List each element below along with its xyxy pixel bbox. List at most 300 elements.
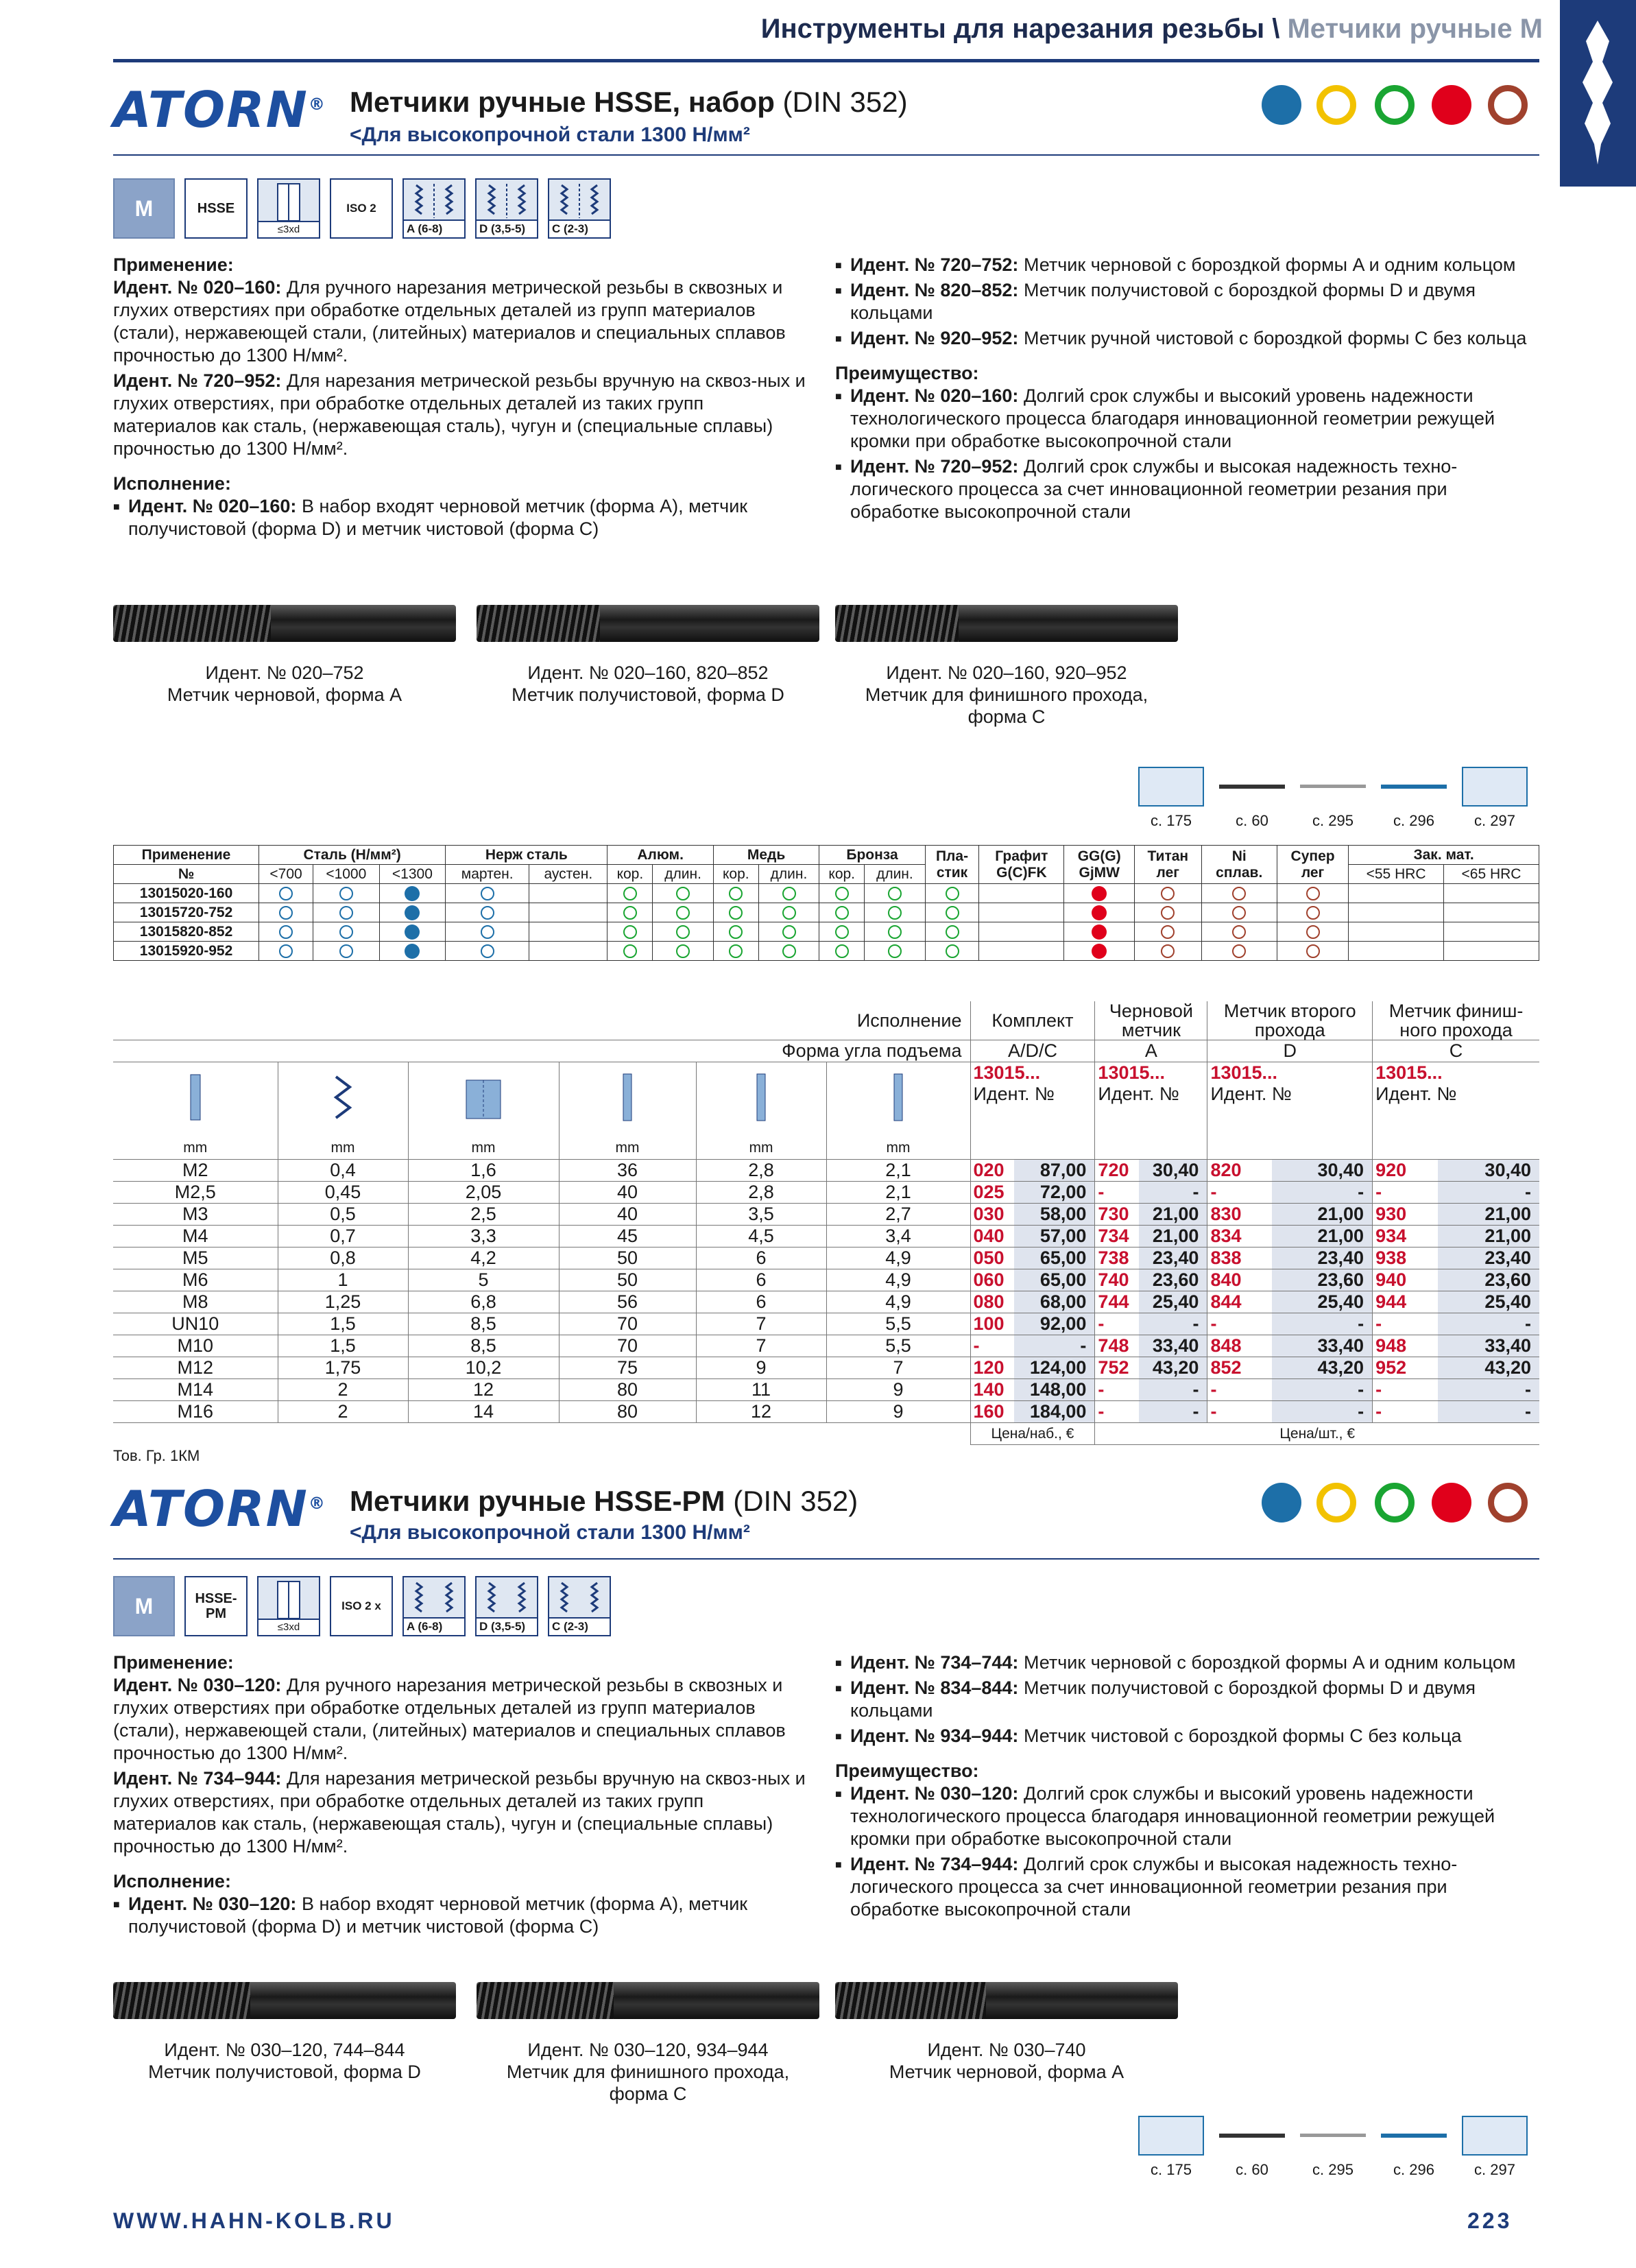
primary-circle-icon: [405, 886, 420, 901]
app-cell: [1135, 884, 1202, 903]
price-cell: 124,00: [1014, 1357, 1095, 1379]
app-row-id: 13015820-852: [114, 922, 259, 942]
app-col-superalloy: Супер лег: [1277, 846, 1348, 884]
suitable-circle-icon: [782, 887, 796, 900]
app-cell: [925, 922, 979, 942]
app-col-aluminium: Алюм.: [608, 846, 713, 865]
ident-code: 840: [1207, 1269, 1272, 1291]
app-cell: [379, 903, 446, 922]
dim-cell: 1,5: [278, 1313, 408, 1335]
app-cell: [1064, 903, 1135, 922]
application-heading: Применение:: [113, 254, 234, 275]
suitable-circle-icon: [946, 906, 959, 920]
app-table-row: [114, 884, 1539, 903]
form-a: A: [1095, 1040, 1207, 1062]
col-intermediate: Метчик второго прохода: [1207, 1001, 1373, 1040]
finish-id-header: [1373, 1062, 1539, 1138]
app-sub: <1000: [313, 865, 380, 884]
pitch-icon: [278, 1062, 408, 1138]
dim-cell: M12: [113, 1357, 278, 1379]
dim-cell: 14: [408, 1401, 559, 1423]
ident-code: 848: [1207, 1335, 1272, 1357]
execution-heading: Исполнение:: [113, 1871, 231, 1891]
hsse-pm-material-icon: HSSE- PM: [184, 1576, 248, 1636]
price-cell: 43,20: [1438, 1357, 1539, 1379]
ref-info-297[interactable]: с. 297: [1462, 767, 1528, 830]
app-row-id: 13015020-160: [114, 884, 259, 903]
app-sub: длин.: [758, 865, 819, 884]
ref-page-295[interactable]: с. 295: [1300, 2116, 1366, 2179]
unit-mm: mm: [559, 1138, 696, 1160]
detail-item-3: ■ Идент. № 920–952: Метчик ручной чистовой с бороздкой формы C без кольца: [835, 327, 1541, 350]
advantage-heading: Преимущество:: [835, 1760, 979, 1781]
dim-cell: M6: [113, 1269, 278, 1291]
dim-cell: 40: [559, 1182, 696, 1204]
ident-code: -: [1373, 1379, 1438, 1401]
app-sub: <700: [259, 865, 313, 884]
tap-image-form-d-2: [113, 1982, 456, 2019]
rough-id-header: [1095, 1062, 1207, 1138]
app-cell: [1135, 942, 1202, 961]
app-cell: [979, 884, 1064, 903]
ref-page-295[interactable]: с. 295: [1300, 767, 1366, 830]
form-c-label: C (2-3): [549, 219, 610, 237]
app-cell: [1201, 922, 1277, 942]
suitable-circle-icon: [481, 925, 494, 939]
dim-cell: 0,8: [278, 1248, 408, 1269]
mid-id-header: [1207, 1062, 1373, 1138]
advantage-heading: Преимущество:: [835, 363, 979, 383]
price-cell: -: [1438, 1313, 1539, 1335]
ident-code: 852: [1207, 1357, 1272, 1379]
app-col-nickel: Ni сплав.: [1201, 846, 1277, 884]
suitable-circle-icon: [835, 925, 849, 939]
suitable-circle-icon: [676, 944, 690, 958]
ident-code: -: [1095, 1313, 1139, 1335]
dim-cell: M8: [113, 1291, 278, 1313]
ident-code: 820: [1207, 1160, 1272, 1182]
form-d-label: D (3,5-5): [477, 219, 537, 237]
suitable-circle-icon: [888, 906, 902, 920]
price-cell: 65,00: [1014, 1248, 1095, 1269]
dim-cell: 2,7: [826, 1204, 970, 1226]
unit-mm: mm: [278, 1138, 408, 1160]
app-cell: [259, 884, 313, 903]
app-sub: аустен.: [529, 865, 608, 884]
dim-cell: 0,45: [278, 1182, 408, 1204]
metric-thread-icon: M: [113, 178, 175, 239]
app-cell: [1349, 942, 1444, 961]
chapter-tab[interactable]: [1560, 0, 1636, 187]
app-cell: [925, 942, 979, 961]
material-green-ring: [1375, 1483, 1415, 1523]
kit-ident: Идент. №: [973, 1084, 1055, 1104]
price-cell: 21,00: [1272, 1204, 1373, 1226]
suitable-circle-icon: [729, 925, 743, 939]
suitable-circle-icon: [835, 944, 849, 958]
primary-circle-icon: [1092, 924, 1107, 940]
price-cell: 30,40: [1272, 1160, 1373, 1182]
iso-tolerance-icon: ISO 2 x: [330, 1576, 393, 1636]
form-c-icon: [548, 178, 611, 239]
spec-icons-2: [113, 1576, 611, 1636]
section-rule-2: [113, 1558, 1539, 1560]
ref-page-296[interactable]: с. 296: [1381, 2116, 1447, 2179]
suitable-circle-icon: [339, 887, 353, 900]
app-cell: [446, 884, 529, 903]
primary-circle-icon: [1092, 944, 1107, 959]
price-cell: 23,60: [1272, 1269, 1373, 1291]
caption-form-d: Идент. № 020–160, 820–852 Метчик получистовой, форма D: [512, 663, 784, 705]
app-cell: [608, 903, 653, 922]
info-list-icon: [1138, 2116, 1204, 2156]
suitable-circle-icon: [676, 906, 690, 920]
price-cell: 33,40: [1139, 1335, 1207, 1357]
application-heading: Применение:: [113, 1652, 234, 1673]
caption-form-c: Идент. № 020–160, 920–952 Метчик для финишного прохода, форма C: [865, 663, 1148, 727]
app-cell: [865, 903, 926, 922]
ident-code: 140: [970, 1379, 1014, 1401]
material-green-ring: [1375, 85, 1415, 125]
rough-ident: Идент. №: [1098, 1084, 1179, 1104]
price-table-row: [113, 1379, 1539, 1401]
price-cell: 184,00: [1014, 1401, 1095, 1423]
dim-cell: 2: [278, 1379, 408, 1401]
suitable-circle-icon: [888, 944, 902, 958]
app-cell: [529, 942, 608, 961]
app-sub: длин.: [653, 865, 714, 884]
app-sub: <65 HRC: [1444, 865, 1539, 884]
dim-cell: 3,4: [826, 1226, 970, 1248]
price-table: [113, 1001, 1539, 1445]
dim-cell: 4,9: [826, 1291, 970, 1313]
ident-code: 160: [970, 1401, 1014, 1423]
tap-image-form-a-2: [835, 1982, 1178, 2019]
app-col-plastic: Пла- стик: [925, 846, 979, 884]
ref-info-297[interactable]: с. 297: [1462, 2116, 1528, 2179]
app-table-row: [114, 942, 1539, 961]
app-cell: [1444, 922, 1539, 942]
app-cell: [446, 903, 529, 922]
app-cell: [865, 922, 926, 942]
suitable-circle-icon: [339, 906, 353, 920]
dim-cell: 80: [559, 1379, 696, 1401]
suitable-circle-icon: [1306, 887, 1320, 900]
depth-icon: [257, 178, 320, 239]
price-cell: 43,20: [1139, 1357, 1207, 1379]
details-text-2: [835, 1651, 1541, 1921]
app-cell: [819, 942, 865, 961]
app-cell: [1201, 884, 1277, 903]
dim-cell: 7: [826, 1357, 970, 1379]
price-per-piece-label: Цена/шт., €: [1095, 1423, 1539, 1445]
advantage-item-2: ■ Идент. № 734–944: Долгий срок службы и высокая надежность техно-логического процесса за счет инновационной геометрии резания при обработке высокопрочной стали: [835, 1853, 1541, 1921]
detail-item-2: ■ Идент. № 820–852: Метчик получистовой с бороздкой формы D и двумя кольцами: [835, 279, 1541, 324]
suitable-circle-icon: [729, 887, 743, 900]
app-cell: [758, 922, 819, 942]
form-a-icon: [402, 178, 466, 239]
app-table-row: [114, 903, 1539, 922]
app-cell: [653, 903, 714, 922]
drill-thumb-icon: [1300, 2116, 1366, 2156]
dim-cell: 45: [559, 1226, 696, 1248]
dim-cell: 7: [696, 1335, 826, 1357]
finish-prefix: 13015...: [1375, 1062, 1443, 1083]
suitable-circle-icon: [676, 925, 690, 939]
dim-cell: 70: [559, 1313, 696, 1335]
app-sub: длин.: [865, 865, 926, 884]
material-red-dot: [1432, 1483, 1471, 1523]
section-rule: [113, 154, 1539, 156]
price-cell: 33,40: [1272, 1335, 1373, 1357]
price-cell: 21,00: [1272, 1226, 1373, 1248]
ident-code: 948: [1373, 1335, 1438, 1357]
app-cell: [313, 942, 380, 961]
ident-code: -: [1373, 1313, 1438, 1335]
shank-diameter-icon: [696, 1062, 826, 1138]
price-cell: -: [1438, 1182, 1539, 1204]
suitable-circle-icon: [1161, 925, 1175, 939]
dim-cell: 6: [696, 1269, 826, 1291]
suitable-circle-icon: [623, 925, 637, 939]
ident-code: 738: [1095, 1248, 1139, 1269]
ref-page-60[interactable]: с. 60: [1219, 767, 1285, 830]
dim-cell: 2,5: [408, 1204, 559, 1226]
app-cell: [1064, 922, 1135, 942]
unit-mm: mm: [113, 1138, 278, 1160]
info-list-icon: [1138, 767, 1204, 807]
tap-drill-icon: [1575, 21, 1620, 165]
app-cell: [1277, 884, 1348, 903]
app-cell: [259, 922, 313, 942]
details-text-1: [835, 254, 1541, 523]
suitable-circle-icon: [782, 944, 796, 958]
ident-code: -: [1095, 1182, 1139, 1204]
form-a-label: A (6-8): [404, 1617, 464, 1635]
app-sub: <1300: [379, 865, 446, 884]
tap-thumb-icon: [1219, 2116, 1285, 2156]
dim-cell: 2,1: [826, 1160, 970, 1182]
ref-info-175[interactable]: с. 175: [1138, 2116, 1204, 2179]
header-subtitle: Метчики ручные М: [1287, 14, 1543, 44]
ident-code: 080: [970, 1291, 1014, 1313]
app-cell: [653, 884, 714, 903]
price-cell: 58,00: [1014, 1204, 1095, 1226]
ident-code: -: [1095, 1379, 1139, 1401]
tap-image-form-d: [477, 605, 819, 642]
app-cell: [713, 884, 758, 903]
ident-code: 050: [970, 1248, 1014, 1269]
dim-cell: 5,5: [826, 1313, 970, 1335]
dim-cell: 6,8: [408, 1291, 559, 1313]
suitable-circle-icon: [946, 887, 959, 900]
primary-circle-icon: [1092, 886, 1107, 901]
app-cell: [819, 922, 865, 942]
ident-code: -: [1373, 1182, 1438, 1204]
dim-cell: 4,9: [826, 1248, 970, 1269]
price-cell: -: [1139, 1313, 1207, 1335]
form-d-label: D (3,5-5): [477, 1617, 537, 1635]
ident-code: 744: [1095, 1291, 1139, 1313]
ident-code: 830: [1207, 1204, 1272, 1226]
ref-info-175[interactable]: с. 175: [1138, 767, 1204, 830]
ident-code: 938: [1373, 1248, 1438, 1269]
dim-cell: 2,05: [408, 1182, 559, 1204]
suitable-circle-icon: [1161, 944, 1175, 958]
depth-label: ≤3xd: [258, 1619, 319, 1635]
suitable-circle-icon: [1306, 944, 1320, 958]
price-cell: 30,40: [1139, 1160, 1207, 1182]
app-col-application: Применение: [114, 846, 259, 865]
form-d-icon: [475, 1576, 538, 1636]
execution-item: ■ Идент. № 030–120: В набор входят черновой метчик (форма А), метчик получистовой (форма D) и метчик чистовой (форма C): [113, 1893, 806, 1938]
dim-cell: 5,5: [826, 1335, 970, 1357]
wrench-thumb-icon: [1381, 767, 1447, 807]
ident-code: 100: [970, 1313, 1014, 1335]
dim-cell: 1,6: [408, 1160, 559, 1182]
dim-cell: 12: [408, 1379, 559, 1401]
app-cell: [529, 903, 608, 922]
info-chart-icon: [1462, 2116, 1528, 2156]
dim-cell: 36: [559, 1160, 696, 1182]
price-table-row: [113, 1357, 1539, 1379]
dim-cell: 56: [559, 1291, 696, 1313]
dim-cell: 10,2: [408, 1357, 559, 1379]
primary-circle-icon: [405, 944, 420, 959]
suitable-circle-icon: [835, 887, 849, 900]
form-d: D: [1207, 1040, 1373, 1062]
ident-code: 040: [970, 1226, 1014, 1248]
price-table-row: [113, 1226, 1539, 1248]
mid-prefix: 13015...: [1210, 1062, 1278, 1083]
detail-item-1: ■ Идент. № 720–752: Метчик черновой с бороздкой формы A и одним кольцом: [835, 254, 1541, 276]
app-cell: [313, 922, 380, 942]
price-cell: -: [1139, 1401, 1207, 1423]
app-cell: [713, 942, 758, 961]
dim-cell: M4: [113, 1226, 278, 1248]
ident-code: 740: [1095, 1269, 1139, 1291]
ref-page-296[interactable]: с. 296: [1381, 767, 1447, 830]
app-cell: [1201, 903, 1277, 922]
ident-code: 834: [1207, 1226, 1272, 1248]
header-rule: [113, 59, 1539, 62]
app-cell: [313, 903, 380, 922]
app-cell: [979, 922, 1064, 942]
dim-cell: 80: [559, 1401, 696, 1423]
unit-mm: mm: [826, 1138, 970, 1160]
price-cell: -: [1438, 1379, 1539, 1401]
dim-cell: 2,1: [826, 1182, 970, 1204]
dim-cell: 50: [559, 1269, 696, 1291]
application-table: [113, 845, 1539, 961]
suitable-circle-icon: [888, 925, 902, 939]
suitable-circle-icon: [623, 906, 637, 920]
price-table-row: [113, 1204, 1539, 1226]
dim-cell: M2,5: [113, 1182, 278, 1204]
app-cell: [1064, 942, 1135, 961]
ref-page-60[interactable]: с. 60: [1219, 2116, 1285, 2179]
page-number: 223: [1467, 2208, 1513, 2233]
dim-cell: 6: [696, 1291, 826, 1313]
caption-form-a: Идент. № 020–752 Метчик черновой, форма А: [167, 663, 402, 705]
app-cell: [865, 884, 926, 903]
dim-cell: 0,4: [278, 1160, 408, 1182]
price-cell: 57,00: [1014, 1226, 1095, 1248]
app-sub: мартен.: [446, 865, 529, 884]
suitable-circle-icon: [888, 887, 902, 900]
iso-tolerance-icon: ISO 2: [330, 178, 393, 239]
hsse-material-icon: HSSE: [184, 178, 248, 239]
caption-2-3: Идент. № 030–740 Метчик черновой, форма А: [889, 2040, 1124, 2082]
dim-cell: 8,5: [408, 1335, 559, 1357]
info-chart-icon: [1462, 767, 1528, 807]
price-cell: 72,00: [1014, 1182, 1095, 1204]
execution-heading: Исполнение:: [113, 473, 231, 494]
suitable-circle-icon: [279, 944, 293, 958]
suitable-circle-icon: [623, 887, 637, 900]
col-roughing: Черновой метчик: [1095, 1001, 1207, 1040]
app-cell: [259, 903, 313, 922]
price-cell: 68,00: [1014, 1291, 1095, 1313]
dim-cell: 9: [826, 1379, 970, 1401]
dim-cell: M14: [113, 1379, 278, 1401]
ident-code: -: [1095, 1401, 1139, 1423]
app-cell: [1201, 942, 1277, 961]
price-cell: 23,60: [1139, 1269, 1207, 1291]
detail-item-2: ■ Идент. № 834–844: Метчик получистовой с бороздкой формы D и двумя кольцами: [835, 1677, 1541, 1722]
ident-code: 020: [970, 1160, 1014, 1182]
price-cell: 25,40: [1272, 1291, 1373, 1313]
suitable-circle-icon: [1161, 906, 1175, 920]
page-references-1: [1138, 767, 1528, 830]
app-col-copper: Медь: [713, 846, 819, 865]
ident-code: -: [1207, 1313, 1272, 1335]
suitable-circle-icon: [946, 925, 959, 939]
app-cell: [313, 884, 380, 903]
price-cell: 25,40: [1139, 1291, 1207, 1313]
product-group: Тов. Гр. 1КМ: [113, 1447, 200, 1464]
ident-code: -: [1207, 1182, 1272, 1204]
dim-cell: 8,5: [408, 1313, 559, 1335]
detail-item-1: ■ Идент. № 734–744: Метчик черновой с бороздкой формы A и одним кольцом: [835, 1651, 1541, 1674]
form-a-label: A (6-8): [404, 219, 464, 237]
dim-cell: UN10: [113, 1313, 278, 1335]
material-blue-dot: [1262, 1483, 1301, 1523]
core-drill-icon: [408, 1062, 559, 1138]
price-table-row: [113, 1401, 1539, 1423]
ident-code: 920: [1373, 1160, 1438, 1182]
suitable-circle-icon: [339, 944, 353, 958]
suitable-circle-icon: [1232, 906, 1246, 920]
tap-image-form-c: [835, 605, 1178, 642]
price-cell: -: [1272, 1401, 1373, 1423]
price-cell: -: [1139, 1379, 1207, 1401]
app-sub-no: №: [114, 865, 259, 884]
application-text-1: [113, 254, 806, 540]
primary-circle-icon: [405, 924, 420, 940]
app-cell: [379, 884, 446, 903]
application-para-1: Идент. № 030–120: Для ручного нарезания метрической резьбы в сквозных и глухих отверстиях при обработке отдельных деталей из групп материалов (стали), нержавеющей стали, (литейных) материалов и специальных сплавов прочностью до 1300 Н/мм².: [113, 1675, 786, 1763]
dim-cell: 0,7: [278, 1226, 408, 1248]
application-text-2: [113, 1651, 806, 1938]
footer-url[interactable]: WWW.HAHN-KOLB.RU: [113, 2208, 395, 2233]
app-cell: [1444, 942, 1539, 961]
form-c-icon: [548, 1576, 611, 1636]
price-cell: 23,40: [1272, 1248, 1373, 1269]
primary-circle-icon: [1092, 905, 1107, 920]
col-finishing: Метчик финиш- ного прохода: [1388, 1001, 1524, 1040]
suitable-circle-icon: [279, 887, 293, 900]
